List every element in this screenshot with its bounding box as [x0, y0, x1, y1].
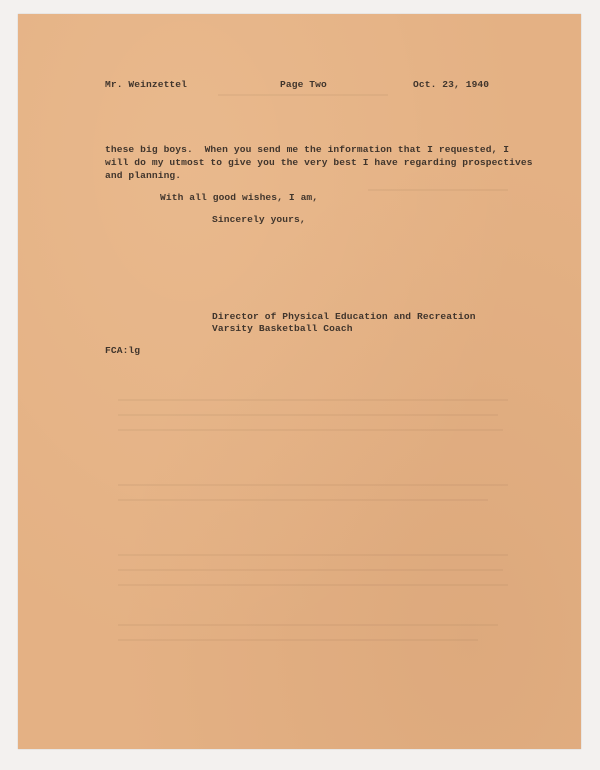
body-line: these big boys. When you send me the information that I requested, I	[105, 144, 510, 155]
closing-wishes: With all good wishes, I am,	[160, 192, 319, 203]
signature-title: Director of Physical Education and Recreation	[212, 311, 476, 322]
bleed-through-mark	[118, 569, 503, 571]
letter-page	[18, 14, 581, 749]
bleed-through-mark	[118, 399, 508, 401]
reference-initials: FCA:lg	[105, 345, 141, 356]
header-page-number: Page Two	[280, 79, 327, 90]
body-line: will do my utmost to give you the very best I have regarding prospectives	[105, 157, 533, 168]
bleed-through-mark	[118, 624, 498, 626]
bleed-through-mark	[118, 554, 508, 556]
bleed-through-mark	[118, 639, 478, 641]
bleed-through-mark	[118, 584, 508, 586]
closing-signoff: Sincerely yours,	[212, 214, 306, 225]
bleed-through-mark	[118, 499, 488, 501]
bleed-through-mark	[118, 429, 503, 431]
signature-title: Varsity Basketball Coach	[212, 323, 353, 334]
bleed-through-mark	[368, 189, 508, 191]
bleed-through-mark	[218, 94, 388, 96]
bleed-through-mark	[118, 414, 498, 416]
header-recipient: Mr. Weinzettel	[105, 79, 188, 90]
body-line: and planning.	[105, 170, 182, 181]
header-date: Oct. 23, 1940	[413, 79, 490, 90]
bleed-through-mark	[118, 484, 508, 486]
